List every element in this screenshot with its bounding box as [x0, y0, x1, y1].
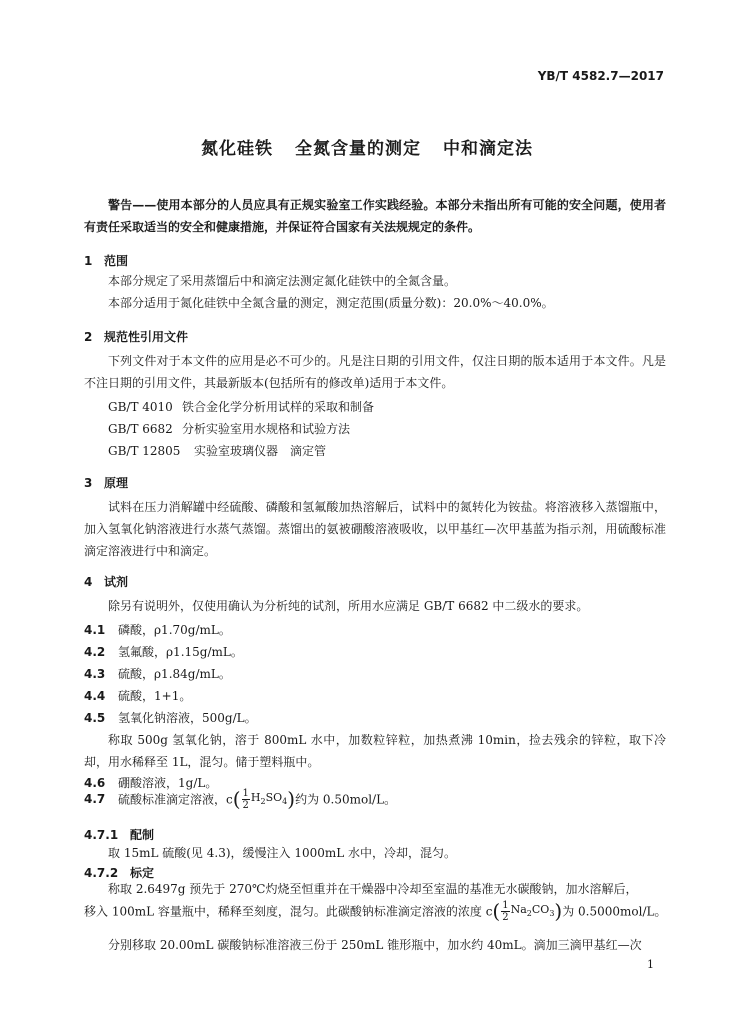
- reagent-item: 4.1 磷酸，ρ1.70g/mL。: [84, 623, 231, 637]
- section-1-heading: [84, 252, 128, 269]
- reference-title: 分析实验室用水规格和试验方法: [182, 422, 351, 436]
- page-number: 1: [647, 958, 654, 971]
- reagent-item: 4.2 氢氟酸，ρ1.15g/mL。: [84, 645, 243, 659]
- scope-paragraph-1: 本部分规定了采用蒸馏后中和滴定法测定氮化硅铁中的全氮含量。: [108, 274, 457, 288]
- title-part-3: 中和滴定法: [443, 139, 533, 159]
- preparation-paragraph: 取 15mL 硫酸(见 4.3)，缓慢注入 1000mL 水中，冷却，混匀。: [108, 846, 457, 860]
- title-part-1: 氮化硅铁: [201, 139, 273, 159]
- document-title: [0, 134, 734, 159]
- section-title: 原理: [104, 476, 129, 490]
- standardization-paragraph-1: 称取 2.6497g 预先于 270℃灼烧至恒重并在干燥器中冷却至室温的基准无水碳酸钠，加水溶解后，: [108, 882, 638, 896]
- reagent-item: 4.3 硫酸，ρ1.84g/mL。: [84, 667, 231, 681]
- section-number: 3: [84, 476, 93, 490]
- reference-item: [108, 398, 374, 415]
- section-4-heading: [84, 573, 128, 590]
- normative-references-paragraph: 下列文件对于本文件的应用是必不可少的。凡是注日期的引用文件，仅注日期的版本适用于本文件。凡是不注日期的引用文件，其最新版本(包括所有的修改单)适用于本文件。: [84, 354, 666, 390]
- standardization-paragraph-3: 分别移取 20.00mL 碳酸钠标准溶液三份于 250mL 锥形瓶中，加水约 40mL。滴加三滴甲基红—次: [108, 938, 642, 952]
- reagent-item: 4.4 硫酸，1+1。: [84, 689, 192, 703]
- reference-code: GB/T 12805: [108, 444, 181, 458]
- reference-code: GB/T 6682: [108, 422, 173, 436]
- section-number: 2: [84, 330, 93, 344]
- fraction: $\frac{1}{2}$: [242, 787, 249, 811]
- warning-notice: 警告——使用本部分的人员应具有正规实验室工作实践经验。本部分未指出所有可能的安全问题，使用者有责任采取适当的安全和健康措施，并保证符合国家有关法规规定的条件。: [84, 198, 666, 234]
- subclause-4-7-2-heading: 4.7.2 标定: [84, 866, 155, 880]
- fraction: $\frac{1}{2}$: [502, 899, 509, 923]
- reagents-intro: 除另有说明外，仅使用确认为分析纯的试剂，所用水应满足 GB/T 6682 中二级水的要求。: [108, 599, 589, 613]
- sodium-hydroxide-preparation: 称取 500g 氢氧化钠，溶于 800mL 水中，加数粒锌粒，加热煮沸 10min，捡去残余的锌粒，取下冷却，用水稀释至 1L，混匀。储于塑料瓶中。: [84, 733, 666, 769]
- reference-item: [108, 442, 326, 459]
- principle-paragraph: 试料在压力消解罐中经硫酸、磷酸和氢氟酸加热溶解后，试料中的氮转化为铵盐。将溶液移入蒸馏瓶中，加入氢氧化钠溶液进行水蒸气蒸馏。蒸馏出的氨被硼酸溶液吸收，以甲基红—次甲基蓝为指示剂，用硫酸标准滴定溶液进行中和滴定。: [84, 500, 666, 558]
- section-title: 范围: [104, 254, 129, 268]
- standard-number: YB/T 4582.7—2017: [537, 69, 664, 83]
- reference-title: 铁合金化学分析用试样的采取和制备: [182, 400, 375, 414]
- reference-code: GB/T 4010: [108, 400, 173, 414]
- reagent-item: 4.6 硼酸溶液，1g/L。: [84, 776, 218, 790]
- section-3-heading: [84, 474, 128, 491]
- section-number: 4: [84, 575, 93, 589]
- title-part-2: 全氮含量的测定: [295, 139, 421, 159]
- section-2-heading: [84, 328, 188, 345]
- section-number: 1: [84, 254, 93, 268]
- subclause-4-7-1-heading: 4.7.1 配制: [84, 828, 155, 842]
- section-title: 规范性引用文件: [104, 330, 189, 344]
- scope-paragraph-2: 本部分适用于氮化硅铁中全氮含量的测定，测定范围(质量分数)：20.0%～40.0%。: [108, 296, 554, 310]
- section-title: 试剂: [104, 575, 129, 589]
- reagent-item: 4.5 氢氧化钠溶液，500g/L。: [84, 711, 257, 725]
- reference-title: 实验室玻璃仪器 滴定管: [194, 444, 327, 458]
- reagent-item-sulfuric-standard: 4.7 硫酸标准滴定溶液，c( $\frac{1}{2}H_2SO_4$)约为 0.50mol/L。: [84, 787, 397, 811]
- standardization-paragraph-2: 移入 100mL 容量瓶中，稀释至刻度，混匀。此碳酸钠标准滴定溶液的浓度 c( $\frac{1}{2}Na_2CO_3$)为 0.5000mol/L。: [84, 899, 667, 923]
- reference-item: [108, 420, 350, 437]
